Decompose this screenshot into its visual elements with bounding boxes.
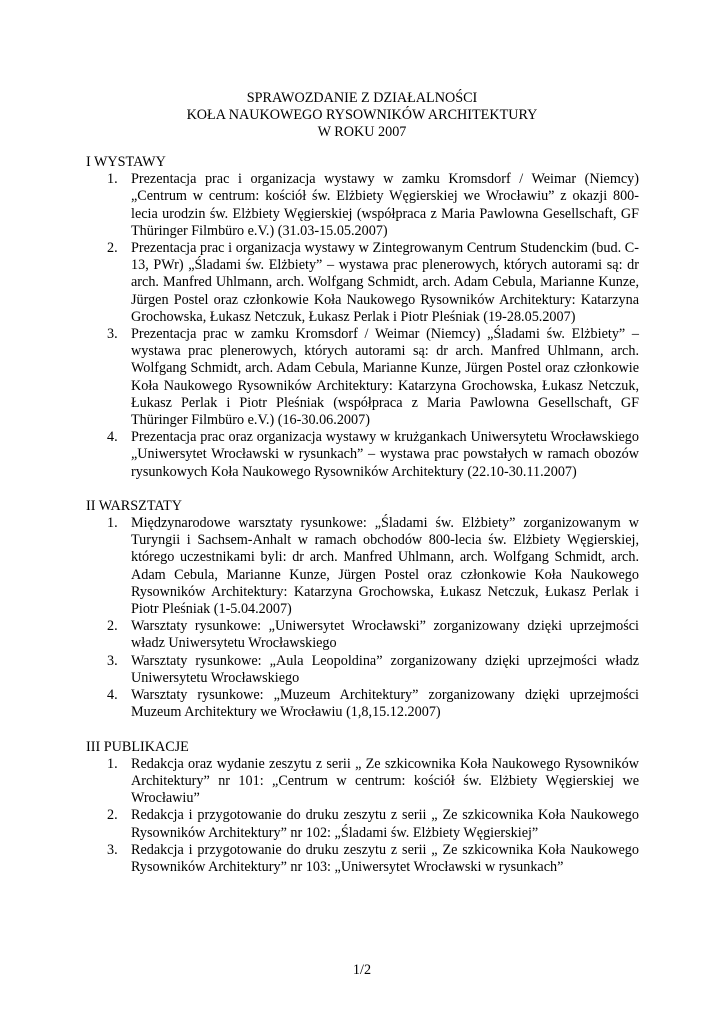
item-number: 2. — [107, 618, 118, 635]
item-number: 4. — [107, 429, 118, 446]
list-item — [86, 515, 639, 618]
section-publications — [86, 739, 639, 877]
list-item — [86, 687, 639, 721]
item-text: Warsztaty rysunkowe: „Uniwersytet Wrocławski” zorganizowany dzięki uprzejmości władz Uniwersytetu Wrocławskiego — [131, 618, 639, 652]
item-list — [86, 756, 639, 876]
list-item — [86, 429, 639, 481]
item-text: Warsztaty rysunkowe: „Aula Leopoldina” zorganizowany dzięki uprzejmości władz Uniwersytetu Wrocławskiego — [131, 652, 639, 686]
section-heading: I WYSTAWY — [86, 154, 166, 170]
item-number: 2. — [107, 807, 118, 824]
item-number: 4. — [107, 687, 118, 704]
item-number: 3. — [107, 841, 118, 858]
title-line-2: KOŁA NAUKOWEGO RYSOWNIKÓW ARCHITEKTURY — [186, 107, 538, 124]
item-number: 3. — [107, 326, 118, 343]
item-text: Prezentacja prac i organizacja wystawy w zamku Kromsdorf / Weimar (Niemcy) „Centrum w centrum: kościół św. Elżbiety Węgierskiej we Wrocławiu” z okazji 800-lecia urodzin św. Elżbiety Węgierskiej (współpraca z Maria Pawlowna Gesellschaft, GF Thüringer Filmbüro e.V.) (31.03-15.05.2007) — [131, 171, 639, 239]
item-text: Prezentacja prac oraz organizacja wystawy w krużgankach Uniwersytetu Wrocławskiego „Uniwersytet Wrocławski w rysunkach” – wystawa prac powstałych w ramach obozów rysunkowych Koła Naukowego Rysowników Architektury (22.10-30.11.2007) — [131, 429, 639, 480]
item-text: Warsztaty rysunkowe: „Muzeum Architektury” zorganizowany dzięki uprzejmości Muzeum Architektury we Wrocławiu (1,8,15.12.2007) — [131, 687, 639, 721]
document-body — [86, 154, 639, 893]
list-item — [86, 326, 639, 429]
item-text: Międzynarodowe warsztaty rysunkowe: „Śladami św. Elżbiety” zorganizowanym w Turyngii i Sachsem-Anhalt w ramach obchodów 800-lecia św. Elżbiety Węgierskiej, którego uczestnikami byli: dr arch. Manfred Uhlmann, arch. Wolfgang Schmidt, arch. Adam Cebula, Marianne Kunze, Jürgen Postel oraz członkowie Koła Naukowego Rysowników Architektury: Katarzyna Grochowska, Łukasz Netczuk, Łukasz Perlak i Piotr Pleśniak (1-5.04.2007) — [131, 515, 639, 618]
item-text: Redakcja i przygotowanie do druku zeszytu z serii „ Ze szkicownika Koła Naukowego Rysowników Architektury” nr 102: „Śladami św. Elżbiety Węgierskiej” — [131, 807, 639, 841]
item-number: 1. — [107, 755, 118, 772]
list-item — [86, 807, 639, 841]
section-heading: II WARSZTATY — [86, 497, 182, 514]
section-exhibitions — [86, 154, 639, 481]
item-text: Prezentacja prac i organizacja wystawy w Zintegrowanym Centrum Studenckim (bud. C-13, PWr) „Śladami św. Elżbiety” – wystawa prac plenerowych, których autorami są: dr arch. Manfred Uhlmann, arch. Wolfgang Schmidt, arch. Adam Cebula, Marianne Kunze, Jürgen Postel oraz członkowie Koła Naukowego Rysowników Architektury: Katarzyna Grochowska, Łukasz Netczuk, Łukasz Perlak i Piotr Pleśniak (19-28.05.2007) — [131, 240, 639, 325]
document-title — [0, 90, 724, 142]
title-line-3: W ROKU 2007 — [317, 124, 407, 141]
list-item — [86, 842, 639, 876]
item-list — [86, 515, 639, 721]
item-list — [86, 171, 639, 481]
section-workshops — [86, 498, 639, 722]
list-item — [86, 653, 639, 687]
title-line-1: SPRAWOZDANIE Z DZIAŁALNOŚCI — [246, 90, 478, 106]
list-item — [86, 618, 639, 652]
list-item — [86, 240, 639, 326]
item-number: 1. — [107, 171, 118, 188]
section-heading: III PUBLIKACJE — [86, 738, 189, 755]
item-text: Redakcja oraz wydanie zeszytu z serii „ Ze szkicownika Koła Naukowego Rysowników Architektury” nr 101: „Centrum w centrum: kościół św. Elżbiety Węgierskiej we Wrocławiu” — [131, 755, 639, 807]
item-text: Prezentacja prac w zamku Kromsdorf / Weimar (Niemcy) „Śladami św. Elżbiety” – wystawa prac plenerowych, których autorami są: dr arch. Manfred Uhlmann, arch. Wolfgang Schmidt, arch. Adam Cebula, Marianne Kunze, Jürgen Postel oraz członkowie Koła Naukowego Rysowników Architektury: Katarzyna Grochowska, Łukasz Netczuk, Łukasz Perlak i Piotr Pleśniak (współpraca z Maria Pawlowna Gesellschaft, GF Thüringer Filmbüro e.V.) (16-30.06.2007) — [131, 326, 639, 429]
page-number: 1/2 — [352, 962, 372, 978]
item-number: 3. — [107, 652, 118, 669]
list-item — [86, 756, 639, 808]
item-number: 1. — [107, 515, 118, 532]
item-text: Redakcja i przygotowanie do druku zeszytu z serii „ Ze szkicownika Koła Naukowego Rysowników Architektury” nr 103: „Uniwersytet Wrocławski w rysunkach” — [131, 841, 639, 875]
item-number: 2. — [107, 240, 118, 257]
list-item — [86, 171, 639, 240]
